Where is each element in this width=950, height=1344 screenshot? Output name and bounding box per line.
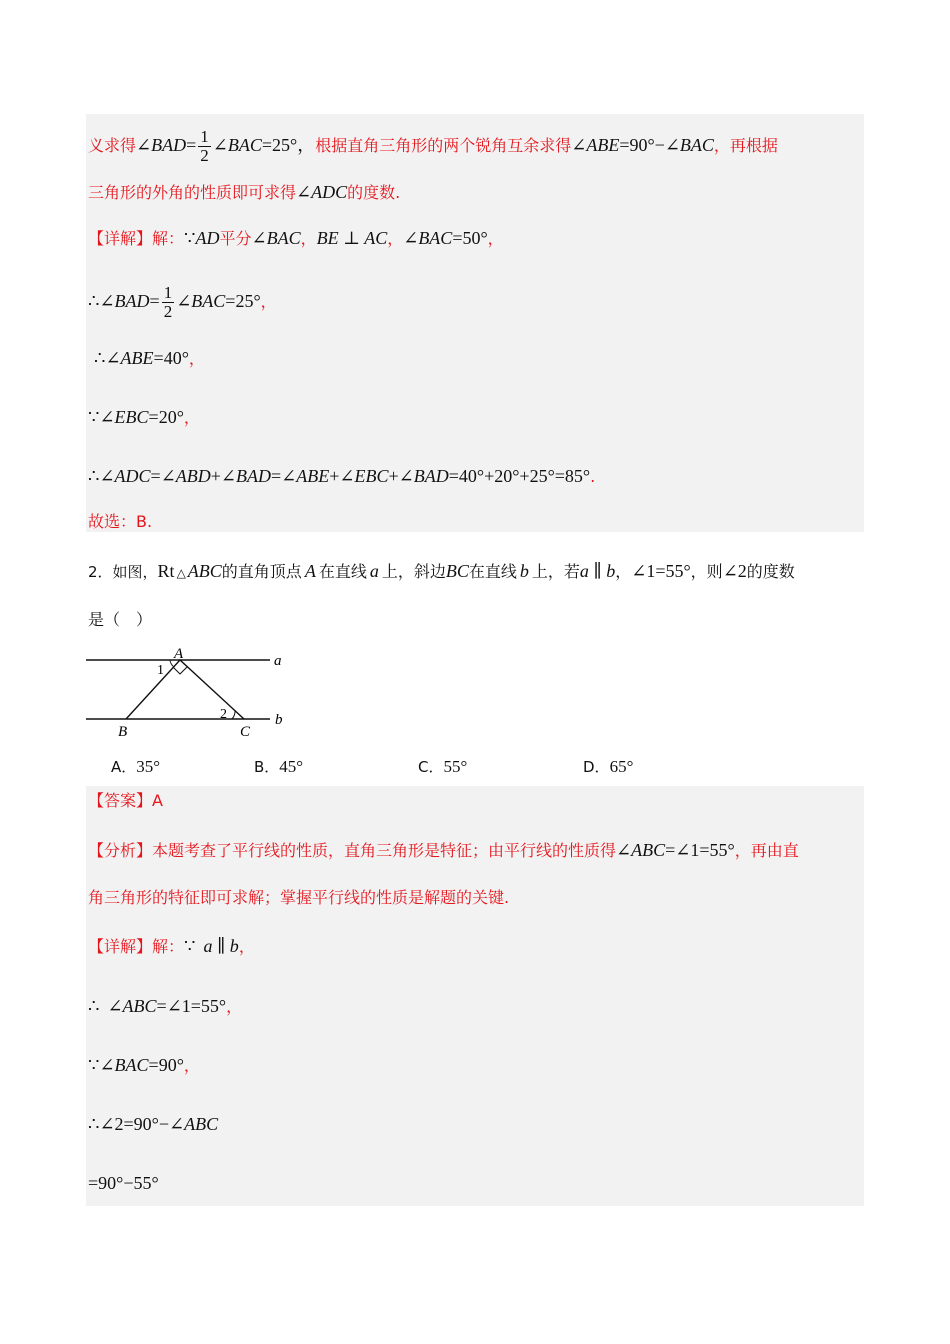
step2-line-2: ∵∠BAC=90°， xyxy=(88,1055,200,1075)
question-line-1: 2．如图，Rt △ ABC的直角顶点 A 在直线 a 上，斜边BC在直线 b 上，若a ∥ b，∠1=55°，则∠2的度数 xyxy=(88,561,795,581)
choice-line: 故选：B. xyxy=(88,512,153,531)
detail-line-2: 【详解】解：∵ a ∥ b， xyxy=(88,936,255,956)
step-line-3: ∵∠EBC=20°， xyxy=(88,407,200,427)
answer-line: 【答案】A xyxy=(88,791,163,810)
step-line-2: ∴∠ABE=40°， xyxy=(94,348,205,368)
label-b: b xyxy=(275,712,283,728)
label-C: C xyxy=(240,724,251,740)
label-B: B xyxy=(118,724,128,740)
analysis-line-3: 【分析】本题考查了平行线的性质，直角三角形是特征；由平行线的性质得∠ABC=∠1=55°，再由直 xyxy=(88,840,799,860)
label-a: a xyxy=(274,653,282,669)
option-d[interactable]: D．65° xyxy=(583,757,634,776)
step2-line-4: =90°−55° xyxy=(88,1173,159,1193)
step-line-1: ∴∠BAD= $\frac{1}{2}$ ∠BAC=25°， xyxy=(88,283,277,321)
analysis-line-1: 义求得∠BAD= $\frac{1}{2}$ ∠BAC=25°，根据直角三角形的两个锐角互余求得∠ABE=90°−∠BAC，再根据 xyxy=(88,127,778,165)
option-b[interactable]: B．45° xyxy=(254,757,304,776)
step-line-4: ∴∠ADC=∠ABD+∠BAD=∠ABE+∠EBC+∠BAD=40°+20°+25°=85°. xyxy=(88,466,596,486)
angle-2-arc xyxy=(232,710,235,719)
fraction-half-2: $\frac{1}{2}$ xyxy=(163,283,173,321)
option-a[interactable]: A．35° xyxy=(111,757,161,776)
analysis-line-4: 角三角形的特征即可求解；掌握平行线的性质是解题的关键. xyxy=(88,888,510,907)
analysis-line-2: 三角形的外角的性质即可求得∠ADC的度数. xyxy=(88,182,401,202)
fraction-half: $\frac{1}{2}$ xyxy=(200,127,209,165)
step2-line-1: ∴ ∠ABC=∠1=55°， xyxy=(88,996,243,1016)
step2-line-3: ∴∠2=90°−∠ABC xyxy=(88,1114,219,1134)
right-angle-mark xyxy=(173,667,187,674)
label-1: 1 xyxy=(157,663,164,678)
label-A: A xyxy=(174,646,184,662)
triangle-figure xyxy=(84,644,294,744)
detail-line: 【详解】解：∵AD平分∠BAC，BE ⊥ AC，∠BAC=50°， xyxy=(88,228,504,248)
option-c[interactable]: C．55° xyxy=(418,757,468,776)
label-2: 2 xyxy=(220,707,227,722)
question-line-2: 是（ ） xyxy=(88,610,153,629)
